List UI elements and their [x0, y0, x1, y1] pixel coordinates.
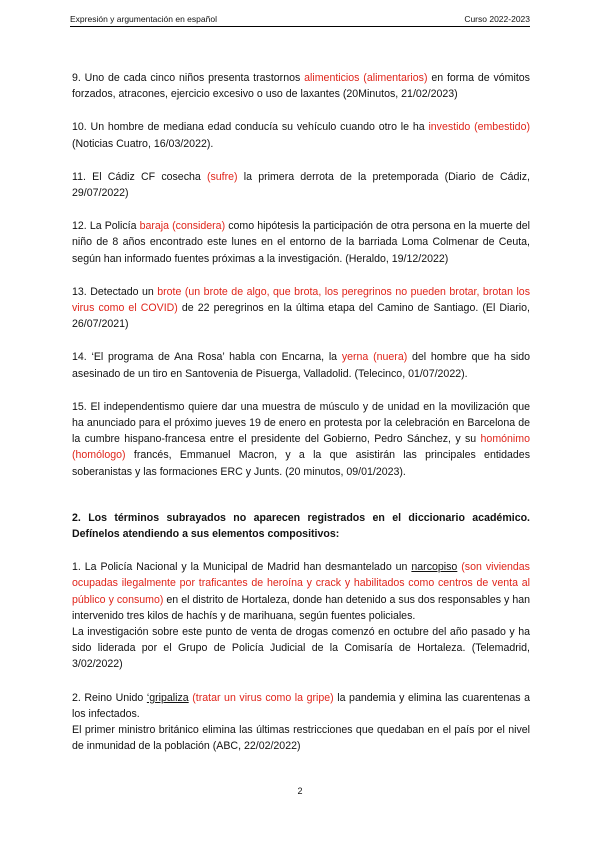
corrected-term: homónimo (homólogo): [72, 433, 530, 462]
example-9: 9. Uno de cada cinco niños presenta trastornos alimenticios (alimentarios) en forma de vómitos forzados, atracones, ejercicio excesivo o uso de laxantes (20Minutos, 21/02/2023): [72, 72, 530, 101]
example-11: 11. El Cádiz CF cosecha (sufre) la primera derrota de la pretemporada (Diario de Cádiz, 29/07/2022): [72, 170, 530, 200]
section-2-example-2: 2. Reino Unido ‘gripaliza (tratar un virus como la gripe) la pandemia y elimina las cuarentenas a los infectados.: [72, 691, 530, 720]
corrected-term: yerna (nuera): [341, 351, 408, 364]
example-15: 15. El independentismo quiere dar una muestra de músculo y de unidad en la movilización que ha anunciado para el próximo jueves 19 de enero en protesta por la celebración en Barcelona de la cumbre hispano-francesa entre el presidente del Gobierno, Pedro Sánchez, y su homónimo (homólogo) francés, Emmanuel Macron, y a la que asistirán las principales entidades soberanistas y las formaciones ERC y Junts. (20 minutos, 09/01/2023).: [72, 400, 530, 478]
underlined-term: narcopiso: [411, 561, 458, 574]
page-number: 2: [297, 786, 303, 796]
course-year: Curso 2022-2023: [464, 14, 530, 24]
course-title: Expresión y argumentación en español: [70, 14, 217, 24]
corrected-term: baraja (considera): [139, 220, 226, 233]
definition: (son viviendas ocupadas ilegalmente por traficantes de heroína y crack y habilitados como centros de venta al público y consumo): [72, 561, 530, 606]
example-13: 13. Detectado un brote (un brote de algo, que brota, los peregrinos no pueden brotar, brotan los virus como el COVID) de 22 peregrinos en la última etapa del Camino de Santiago. (El Diario, 26/07/2021): [72, 285, 530, 331]
section-2-title: 2. Los términos subrayados no aparecen registrados en el diccionario académico. Defínelos atendiendo a sus elementos compositivos:: [72, 511, 530, 541]
section-2-example-1: 1. La Policía Nacional y la Municipal de Madrid han desmantelado un narcopiso (son viviendas ocupadas ilegalmente por traficantes de heroína y crack y habilitados como centros de venta al público y consumo) en el distrito de Hortaleza, donde han detenido a sus dos responsables y han intervenido tres kilos de hachís y de marihuana, según fuentes policiales.: [72, 561, 530, 622]
example-14: 14. ‘El programa de Ana Rosa’ habla con Encarna, la yerna (nuera) del hombre que ha sido asesinado de un tiro en Santovenia de Pisuerga, Valladolid. (Telecinco, 01/07/2022).: [72, 351, 530, 380]
corrected-term: investido (embestido): [428, 121, 530, 134]
corrected-term: alimenticios (alimentarios): [304, 72, 428, 84]
section-2-example-2-continued: El primer ministro británico elimina las últimas restricciones que quedaban en el país por el nivel de inmunidad de la población (ABC, 22/02/2022): [72, 724, 530, 753]
section-2-example-1-continued: La investigación sobre este punto de venta de drogas comenzó en octubre del año pasado y ha sido liderada por el Grupo de Policía Judicial de la Comisaría de Hortaleza. (Telemadrid, 3/02/2022): [72, 626, 530, 671]
example-12: 12. La Policía baraja (considera) como hipótesis la participación de otra persona en la muerte del niño de 8 años encontrado este lunes en el entorno de la barriada Loma Colmenar de Ceuta, según han informado fuentes próximas a la investigación. (Heraldo, 19/12/2022): [72, 220, 530, 265]
corrected-term: (sufre): [206, 170, 238, 183]
corrected-term: brote (un brote de algo, que brota, los peregrinos no pueden brotar, brotan los virus como el COVID): [72, 285, 530, 315]
example-10: 10. Un hombre de mediana edad conducía su vehículo cuando otro le ha investido (embestido) (Noticias Cuatro, 16/03/2022).: [72, 121, 530, 150]
underlined-term: ‘gripaliza: [146, 691, 189, 704]
document-body: [72, 70, 530, 755]
page-header: [70, 14, 530, 27]
definition: (tratar un virus como la gripe): [188, 691, 334, 704]
